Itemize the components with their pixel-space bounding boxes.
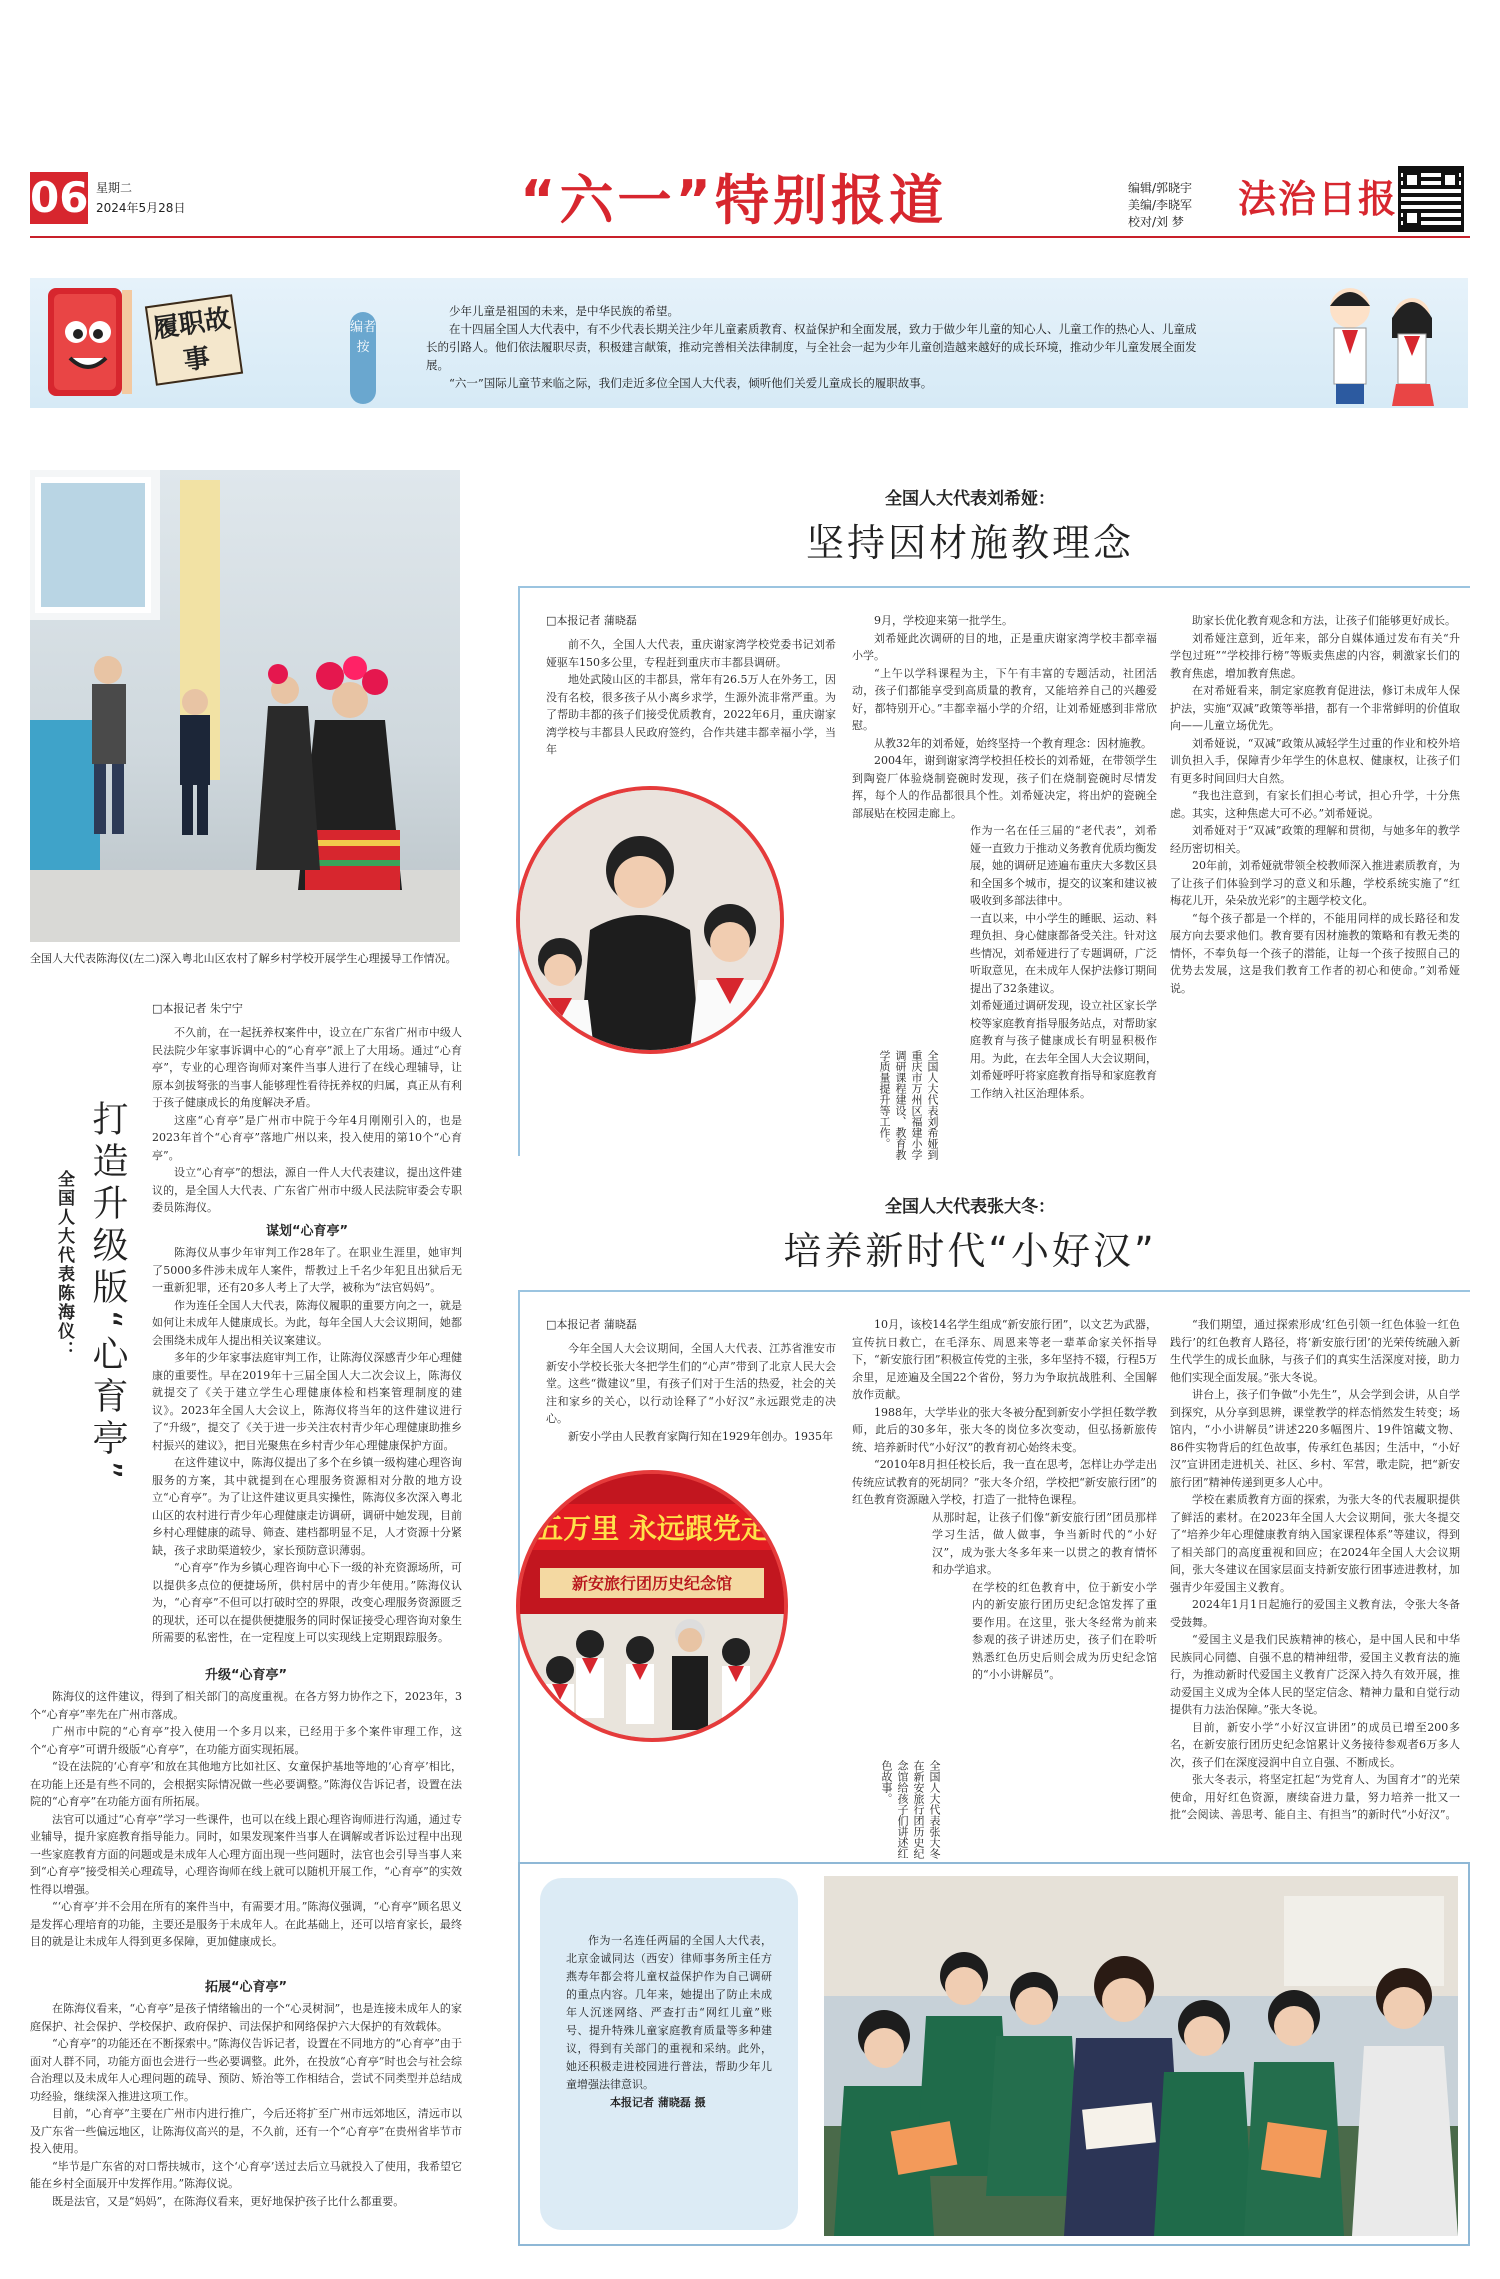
zhang-c3-p6: 目前，新安小学“小好汉宣讲团”的成员已增至200多名，在新安旅行团历史纪念馆累计义务接待参观者6万多人次，孩子们在深度浸润中自立自强、不断成长。 [1170,1720,1460,1769]
liu-kicker: 全国人大代表刘希娅： [885,489,1055,509]
chen-s1-p2: 作为连任全国人大代表，陈海仪履职的重要方向之一，就是如何让未成年人健康成长。为此，每年全国人大会议期间，她都会围绕未成年人提出相关议案建议。 [152,1298,462,1347]
chen-photo-caption: 全国人大代表陈海仪(左二)深入粤北山区农村了解乡村学校开展学生心理援导工作情况。 [30,952,457,965]
zhang-c3-p5: “爱国主义是我们民族精神的核心，是中国人民和中华民族同心同德、自强不息的精神纽带，爱国主义教育法的施行，为推动新时代爱国主义教育广泛深入持久有效开展，推动爱国主义成为全体人民的坚定信念、精神力量和自觉行动提供有力法治保障。”张大冬说。 [1170,1633,1460,1716]
liu-c2-p3: “上午以学科课程为主，下午有丰富的专题活动，社团活动，孩子们都能享受到高质量的教育，又能培养自己的兴趣爱好，都特别开心。”丰都幸福小学的介绍，让刘希娅感到非常欣慰。 [852,666,1157,732]
zhang-photo-scene [520,1474,784,1738]
chen-s1-p3: 多年的少年家事法庭审判工作，让陈海仪深感青少年心理健康的重要性。早在2019年十三届全国人大二次会议上，陈海仪就提交了《关于建立学生心理健康体检和档案管理制度的建议》。2023年全国人大会议上，陈海仪将当年的这件建议进行了“升级”，提交了《关于进一步关注农村青少年心理健康助推乡村振兴的建议》，把目光聚焦在乡村青少年心理健康保护方面。 [152,1351,462,1452]
liu-c2-p4: 从教32年的刘希娅，始终坚持一个教育理念：因材施教。 [874,736,1152,750]
chen-headline-main: 打造升级版“心育亭” [87,1100,128,1486]
chen-s3-p5: 既是法官，又是“妈妈”，在陈海仪看来，更好地保护孩子比什么都重要。 [52,2194,405,2208]
liu-c3-p7: 20年前，刘希娅就带领全校教师深入推进素质教育，为了让孩子们体验到学习的意义和乐趣，学校系统实施了“红梅花儿开，朵朵放光彩”的主题学校文化。 [1170,859,1460,907]
masthead-rule [30,236,1470,238]
issue-date: 2024年5月28日 [96,201,186,215]
liu-col-3 [1170,612,1460,997]
chen-intro [152,1024,462,1217]
weekday: 星期二 [96,181,133,195]
editor-name: 编辑/郭晓宇 [1128,181,1193,195]
zhang-c2-p2: 1988年，大学毕业的张大冬被分配到新安小学担任数学教师，此后的30多年，张大冬的岗位多次变动，但弘扬新旅传统、培养新时代“小好汉”的教育初心始终未变。 [852,1405,1157,1454]
photo-feature-text [566,1932,772,2112]
liu-c3-p5: “我也注意到，有家长们担心考试，担心升学，十分焦虑。其实，这种焦虑大可不必。”刘希娅说。 [1170,789,1460,820]
liu-c2-p1: 9月，学校迎来第一批学生。 [874,614,1013,627]
chen-headline-sub: 全国人大代表陈海仪： [54,1170,74,1360]
chen-intro-p1: 不久前，在一起抚养权案件中，设立在广东省广州市中级人民法院少年家事诉调中心的“心育亭”派上了大用场。通过“心育亭”，专业的心理咨询师对案件当事人进行了在线心理辅导，让原本剑拔弩张的当事人能够理性看待抚养权的归属，真正从有利于孩子健康成长的角度解决矛盾。 [152,1026,462,1109]
zhang-c2-p3: “2010年8月担任校长后，我一直在思考，怎样让办学走出传统应试教育的死胡同？”张大冬介绍，学校把“新安旅行团”的红色教育资源融入学校，打造了一批特色课程。 [852,1458,1157,1506]
zhang-c1-p1: 今年全国人大会议期间，全国人大代表、江苏省淮安市新安小学校长张大冬把学生们的“心声”带到了北京人民大会堂。这些“微建议”里，有孩子们对于生活的热爱，社会的关注和家乡的关心，以行动诠释了“小好汉”永远跟党走的决心。 [546,1342,836,1425]
chen-section-1: 谋划“心育亭” [265,1224,349,1239]
art-editor-name: 美编/李晓军 [1128,198,1193,212]
zhang-kicker: 全国人大代表张大冬： [885,1197,1055,1217]
liu-c1-p2: 地处武陵山区的丰都县，常年有26.5万人在外务工，因没有名校，很多孩子从小离乡求学，生源外流非常严重。为了帮助丰都的孩子们接受优质教育，2022年6月，重庆谢家湾学校与丰都县人民政府签约，合作共建丰都幸福小学，当年 [546,673,836,756]
zhang-c3-p3: 学校在素质教育方面的探索，为张大冬的代表履职提供了鲜活的素材。在2023年全国人大会议期间，张大冬提交了“培养少年心理健康教育纳入国家课程体系”等建议，得到了相关部门的高度重视和回应；在2024年全国人大会议期间，张大冬建议在国家层面支持新安旅行团事迹进教材，加强青少年爱国主义教育。 [1170,1493,1460,1594]
editor-credits [1128,180,1192,231]
proofreader-name: 校对/刘 梦 [1128,215,1184,229]
editor-note-label: 编者按 [350,312,376,404]
liu-headline: 坚持因材施教理念 [805,521,1134,565]
chen-s1-p4: 在这件建议中，陈海仪提出了多个在乡镇一级构建心理咨询服务的方案，其中就提到在心理服务资源相对分散的地方设立“心育亭”。为了让这件建议更具实操性，陈海仪多次深入粤北山区的农村进行青少年心理健康走访调研，调研中她发现，目前乡村心理健康的疏导、筛查、建档都明显不足，人才资源十分紧缺，孩子求助渠道较少，家长预防意识薄弱。 [152,1456,462,1557]
liu-photo-caption: 全国人大代表刘希娅到重庆市万州区福建小学调研课程建设、教育教学质量提升等工作。 [878,1050,939,1160]
zhang-c2-p5: 在学校的红色教育中，位于新安小学内的新安旅行团历史纪念馆发挥了重要作用。在这里，张大冬经常为前来参观的孩子讲述历史，孩子们在聆听熟悉红色历史后则会成为历史纪念馆的“小小讲解员”。 [972,1580,1157,1681]
zhang-photo-caption: 全国人大代表张大冬在新安旅行团历史纪念馆给孩子们讲述红色故事。 [880,1760,941,1859]
liu-c3-p6: 刘希娅对于“双减”政策的理解和贯彻，与她多年的教学经历密切相关。 [1170,824,1460,855]
chen-section-1-body [152,1244,462,1647]
editor-note-text [426,302,1206,392]
zhang-col-1 [546,1340,836,1445]
liu-c3-p3: 在对希娅看来，制定家庭教育促进法，修订未成年人保护法，实施“双减”政策等举措，都有一个非常鲜明的价值取向——儿童立场优先。 [1170,684,1460,732]
section-title: “六一”特别报道 [520,169,947,232]
editor-note-p2: 在十四届全国人大代表中，有不少代表长期关注少年儿童素质教育、权益保护和全面发展，致力于做少年儿童的知心人、儿童工作的热心人、儿童成长的引路人。他们依法履职尽责，积极建言献策，推动完善相关法律制度，与全社会一起为少年儿童创造越来越好的成长环境，推动少年儿童发展全面发展。 [426,322,1197,372]
chen-headline [82,1100,133,1520]
zhang-c2-p1: 10月，该校14名学生组成“新安旅行团”，以文艺为武器，宣传抗日救亡，在毛泽东、周恩来等老一辈革命家关怀指导下，“新安旅行团”积极宣传党的主张，多年坚持不辍，行程5万余里，足迹遍及全国22个省份，努力为争取抗战胜利、全国解放作贡献。 [852,1318,1157,1401]
liu-photo [516,786,784,1054]
chen-s3-p1: 在陈海仪看来，“心育亭”是孩子情绪输出的一个“心灵树洞”，也是连接未成年人的家庭保护、社会保护、学校保护、政府保护、司法保护和网络保护六大保护的有效载体。 [30,2002,462,2033]
zhang-headline: 培养新时代“小好汉” [783,1229,1157,1273]
chen-section-2: 升级“心育亭” [204,1668,288,1683]
performance-story-label: 履职故事 [145,294,243,385]
liu-c1-p1: 前不久，全国人大代表，重庆谢家湾学校党委书记刘希娅驱车150多公里，专程赶到重庆市丰都县调研。 [546,638,836,669]
zhang-c3-p4: 2024年1月1日起施行的爱国主义教育法，令张大冬备受鼓舞。 [1170,1598,1460,1629]
liu-c3-p2: 刘希娅注意到，近年来，部分自媒体通过发布有关“升学包过班”“学校排行榜”等贩卖焦虑的内容，刺激家长们的教育焦虑，增加教育焦虑。 [1170,631,1460,680]
children-illustration [1300,268,1460,408]
book-mascot-icon [40,280,150,408]
editor-note-p3: “六一”国际儿童节来临之际，我们走近多位全国人大代表，倾听他们关爱儿童成长的履职故事。 [449,376,933,390]
zhang-c3-p2: 讲台上，孩子们争做“小先生”，从会学到会讲，从自学到探究，从分享到思辨，课堂教学的样态悄然发生转变；场馆内，“小小讲解员”讲述220多幅图片、19件馆藏文物、86件实物背后的红色故事，传承红色基因；生活中，“小好汉”宣讲团走进机关、社区、乡村、军营，歌走院，把“新安旅行团”精神传递到更多人心中。 [1170,1388,1460,1489]
liu-col-2 [852,612,1157,1102]
zhang-photo-sign2: 新安旅行团历史纪念馆 [571,1574,733,1593]
chen-section-2-body [30,1688,462,1951]
photo-feature-image [824,1876,1458,2236]
liu-photo-scene [520,790,780,1050]
zhang-col-2 [852,1316,1157,1684]
chen-s1-p1: 陈海仪从事少年审判工作28年了。在职业生涯里，她审判了5000多件涉未成年人案件，帮教过上千名少年犯且出狱后无一重新犯罪，还有20多人考上了大学，被称为“法官妈妈”。 [152,1246,462,1294]
chen-s2-p1: 陈海仪的这件建议，得到了相关部门的高度重视。在各方努力协作之下，2023年，3个“心育亭”率先在广州市落成。 [30,1690,462,1721]
chen-s2-p3: “设在法院的‘心育亭’和放在其他地方比如社区、女童保护基地等地的‘心育亭’相比，在功能上还是有些不同的，会根据实际情况做一些必要调整。”陈海仪告诉记者，设置在法院的“心育亭”在功能方面有所拓展。 [30,1760,462,1808]
zhang-col-3 [1170,1316,1460,1824]
chen-s3-p2: “心育亭”的功能还在不断探索中。”陈海仪告诉记者，设置在不同地方的“心育亭”由于面对人群不同，功能方面也会进行一些必要调整。此外，在投放“心育亭”时也会与社会综合治理以及未成年人心理问题的疏导、预防、矫治等工作相结合，尝试不同类型并总结成功经验，继续深入推进这项工作。 [30,2037,462,2103]
liu-c2-p6: 作为一名在任三届的“老代表”，刘希娅一直致力于推动义务教育优质均衡发展，她的调研足迹遍布重庆大多数区县和全国多个城市，提交的议案和建议被吸收到多部法律中。 [970,824,1157,907]
liu-c3-p4: 刘希娅说，“双减”政策从减轻学生过重的作业和校外培训负担入手，保障青少年学生的休息权、健康权，让孩子们有更多时间回归大自然。 [1170,736,1460,785]
chen-section-3-body [30,2000,462,2210]
chen-s2-p2: 广州市中院的“心育亭”投入使用一个多月以来，已经用于多个案件审理工作，这个“心育亭”可谓升级版“心育亭”，在功能方面实现拓展。 [30,1725,462,1756]
chen-s2-p4: 法官可以通过“心育亭”学习一些课件，也可以在线上跟心理咨询师进行沟通，通过专业辅导，提升家庭教育指导能力。同时，如果发现案件当事人在调解或者诉讼过程中出现一些家庭教育方面的问题或是未成年人心理方面出现一些问题时，法官也会引导当事人来到“心育亭”接受相关心理疏导，心理咨询师在线上就可以随机开展工作，“心育亭”的实效性得以增强。 [30,1812,462,1896]
chen-byline: □本报记者 朱宁宁 [152,1002,243,1015]
zhang-photo [516,1470,788,1742]
liu-c3-p1: 助家长优化教育观念和方法，让孩子们能够更好成长。 [1192,614,1456,627]
chen-s2-p5: “‘心育亭’并不会用在所有的案件当中，有需要才用。”陈海仪强调，“心育亭”顾名思义是发挥心理培育的功能，主要还是服务于未成年人。在此基础上，还可以培育家长，最终目的就是让未成年人得到更多保障，更加健康成长。 [30,1900,462,1948]
chen-intro-p2: 这座“心育亭”是广州市中院于今年4月刚刚引入的，也是2023年首个“心育亭”落地广州以来，投入使用的第10个“心育亭”。 [152,1113,462,1162]
liu-c3-p8: “每个孩子都是一个样的，不能用同样的成长路径和发展方向去要求他们。教育要有因材施教的策略和有教无类的情怀，不奉负每一个孩子的潜能，让每一个孩子按照自己的优势去发展，这是我们教育工作者的初心和使命。”刘希娅说。 [1170,911,1460,995]
photo-feature-body: 作为一名连任两届的全国人大代表，北京金诚同达（西安）律师事务所主任方燕寿年都会将儿童权益保护作为自己调研的重点内容。几年来，她提出了防止未成年人沉迷网络、严查打击“网红儿童”账号、提升特殊儿童家庭教育质量等多种建议，得到有关部门的重视和采纳。此外，她还积极走进校园进行普法，帮助少年儿童增强法律意识。 [566,1934,772,2091]
zhang-c1-p2: 新安小学由人民教育家陶行知在1929年创办。1935年 [568,1429,833,1443]
photo-feature-credit: 本报记者 蒲晓磊 摄 [610,2096,706,2109]
newspaper-logo: 法治日报 [1238,176,1399,221]
photo-feature-scene [824,1876,1458,2236]
editor-note-p1: 少年儿童是祖国的未来，是中华民族的希望。 [449,304,679,318]
chen-s3-p4: “毕节是广东省的对口帮扶城市，这个‘心育亭’送过去后立马就投入了使用，我希望它能在乡村全面展开中发挥作用。”陈海仪说。 [30,2159,462,2190]
zhang-c3-p1: “我们期望，通过探索形成‘红色引领一红色体验一红色践行’的红色教育人路径，将‘新安旅行团’的光荣传统融入新生代学生的成长血脉，与孩子们的真实生活深度对接，助力他们实现全面发展。”张大冬说。 [1170,1318,1460,1384]
zhang-photo-sign1: 五万里 永远跟党走 [535,1512,769,1545]
chen-s1-p5: “心育亭”作为乡镇心理咨询中心下一级的补充资源场所，可以提供多点位的便捷场所，供村居中的青少年使用。”陈海仪认为，“心育亭”不但可以打破时空的界限，改变心理服务资源匮乏的现状，还可以在提供便捷服务的同时保证接受心理咨询对象生所需要的私密性，在一定程度上可以实现线上定期跟踪服务。 [152,1561,462,1644]
chen-intro-p3: 设立“心育亭”的想法，源自一件人大代表建议，提出这件建议的，是全国人大代表、广东省广州市中级人民法院审委会专职委员陈海仪。 [152,1166,462,1214]
liu-c2-p2: 刘希娅此次调研的目的地，正是重庆谢家湾学校丰都幸福小学。 [852,631,1157,662]
chen-s3-p3: 目前，“心育亭”主要在广州市内进行推广，今后还将扩至广州市远郊地区，清远市以及广东省一些偏远地区，让陈海仪高兴的是，不久前，还有一个“心育亭”在贵州省毕节市投入使用。 [30,2107,462,2155]
qr-code-icon[interactable] [1398,166,1464,232]
liu-c2-p5: 2004年，谢到谢家湾学校担任校长的刘希娅，在带领学生到陶瓷厂体验烧制瓷碗时发现，孩子们在烧制瓷碗时尽情发挥，每个人的作品都很具个性。刘希娅决定，将出炉的瓷碗全部展贴在校园走廊上。 [852,754,1157,820]
zhang-byline: □本报记者 蒲晓磊 [546,1318,637,1331]
zhang-c3-p7: 张大冬表示，将坚定扛起“为党育人、为国育才”的光荣使命，用好红色资源，赓续奋进力量，努力培养一批又一批“会阅读、善思考、能自主、有担当”的新时代“小好汉”。 [1170,1773,1460,1821]
page-number: 06 [30,173,89,222]
chen-section-3: 拓展“心育亭” [204,1980,288,1995]
liu-byline: □本报记者 蒲晓磊 [546,614,637,627]
liu-c2-p8: 刘希娅通过调研发现，设立社区家长学校等家庭教育指导服务站点，对帮助家庭教育与孩子健康成长有明显积极作用。为此，在去年全国人大会议期间，刘希娅呼吁将家庭教育指导和家庭教育工作纳入社区治理体系。 [970,999,1157,1100]
chen-photo [30,470,460,942]
chen-photo-scene [30,470,460,942]
zhang-c2-p4: 从那时起，让孩子们像“新安旅行团”团员那样学习生活，做人做事，争当新时代的“小好汉”，成为张大冬多年来一以贯之的教育情怀和办学追求。 [932,1510,1157,1576]
liu-c2-p7: 一直以来，中小学生的睡眠、运动、料理负担、身心健康都备受关注。针对这些情况，刘希娅进行了专题调研，广泛听取意见，在未成年人保护法修订期间提出了32条建议。 [970,911,1157,995]
liu-col-1 [546,636,836,759]
date-info [96,178,185,218]
